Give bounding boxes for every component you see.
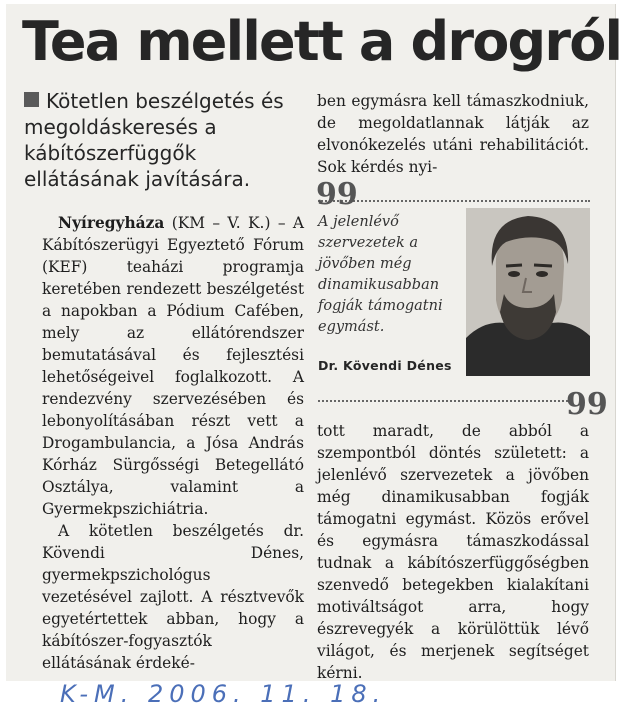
quote-mark-open: 99 [316,177,358,212]
article-lead [24,88,304,192]
lead-text: Kötetlen beszélgetés és megoldáskeresés a kábítószerfüggők ellátásának javítására. [24,89,284,191]
paragraph-1 [42,212,304,520]
article-headline: Tea mellett a drogról [22,10,622,73]
column-1 [42,212,304,674]
quote-mark-close: 99 [566,387,608,422]
byline: Dr. Kövendi Dénes [318,358,452,373]
paragraph-1-text: (KM – V. K.) – A Kábítószerügyi Egyeztető Fórum (KEF) teaházi programja keretében rendezett beszélgetést a napokban a Pódium Cafében, mely az ellátórendszer bemutatásával és fejlesztési lehetőségeivel foglalkozott. A rendezvény szervezésében és lebonyolításában részt vett a Drogambulancia, a Jósa András Kórház Sürgősségi Betegellátó Osztálya, valamint a Gyermekpszichiátria. [42,214,304,518]
lead-bullet-square [24,92,39,107]
column-2-text: ben egymásra kell támaszkodniuk, de megoldatlannak látják az elvonókezelés utáni rehabilitációt. Sok kérdés nyi- [317,92,589,176]
column-3-text: tott maradt, de abból a szempontból döntés született: a jelenlévő szervezetek a jövőben még dinamikusabban fogják támogatni egymást. Közös erővel és egymásra támaszkodással tudnak a kábítószerfüggőségben szenvedő betegekben kialakítani motiváltságot arra, hogy észrevegyék a körülöttük lévő világot, és merjenek segítséget kérni. [317,422,589,682]
quote-divider-bottom [318,400,568,402]
dateline: Nyíregyháza [58,214,165,232]
pull-quote: A jelenlévő szervezetek a jövőben még dinamikusabban fogják támogatni egymást. [318,214,443,335]
paragraph-2: A kötetlen beszélgetés dr. Kövendi Dénes, gyermekpszichológus vezetésével zajlott. A résztvevők egyetértettek abban, hogy a kábítószer-fogyasztók ellátásának érdeké- [42,522,304,672]
portrait-photo [466,208,590,376]
handwritten-date-note: K-M. 2006. 11. 18. [60,680,387,708]
quote-divider-top [318,200,590,202]
